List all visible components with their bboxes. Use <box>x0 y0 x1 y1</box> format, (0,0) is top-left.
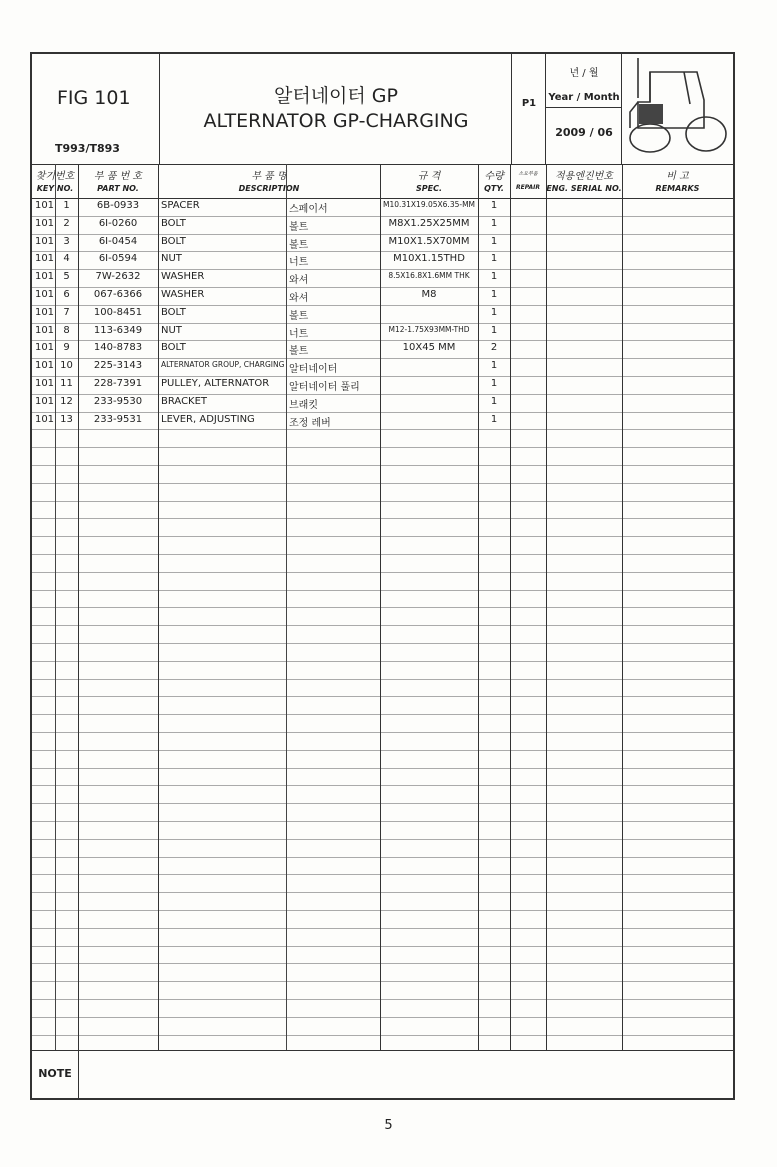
cell-desc-en: BRACKET <box>161 395 208 407</box>
cell-desc-ko: 볼트 <box>289 221 309 233</box>
cell-part: 6I-0260 <box>98 217 138 229</box>
cell-part: 140-8783 <box>93 342 143 354</box>
cell-key: 11 <box>60 378 73 389</box>
cell-fig: 101 <box>34 217 55 229</box>
title-english: ALTERNATOR GP-CHARGING <box>203 110 469 132</box>
cell-fig: 101 <box>34 235 55 247</box>
cell-desc-en: NUT <box>161 253 182 265</box>
cell-qty: 1 <box>490 306 498 318</box>
note-label: NOTE <box>38 1067 72 1080</box>
figure-number: FIG 101 <box>57 87 131 109</box>
cell-qty: 1 <box>490 271 498 283</box>
cell-key: 1 <box>63 200 70 211</box>
cell-desc-ko: 너트 <box>289 328 309 340</box>
cell-part: 7W-2632 <box>95 271 141 283</box>
cell-desc-ko: 볼트 <box>289 346 309 358</box>
cell-key: 3 <box>63 235 70 247</box>
cell-qty: 1 <box>490 235 498 247</box>
date-cell <box>546 54 622 164</box>
cell-qty: 1 <box>490 217 498 229</box>
table-row <box>32 198 733 216</box>
cell-spec: 8.5X16.8X1.6MM THK <box>388 271 470 281</box>
cell-part: 067-6366 <box>93 289 143 300</box>
parts-list-sheet <box>30 52 735 1100</box>
cell-key: 6 <box>63 289 70 300</box>
cell-qty: 2 <box>490 342 498 354</box>
cell-fig: 101 <box>34 324 55 336</box>
cell-fig: 101 <box>34 200 55 211</box>
cell-desc-ko: 조정 레버 <box>289 417 331 429</box>
cell-desc-ko: 알터네이터 풀리 <box>289 382 360 393</box>
cell-qty: 1 <box>490 253 498 265</box>
cell-spec: M8X1.25X25MM <box>388 217 470 229</box>
col-description: 부 품 명 DESCRIPTION <box>238 171 300 193</box>
cell-spec: M10X1.5X70MM <box>388 235 470 247</box>
cell-part: 113-6349 <box>93 324 143 336</box>
note-section <box>32 1050 733 1099</box>
cell-fig: 101 <box>34 413 55 425</box>
cell-spec: M10X1.15THD <box>393 253 465 265</box>
cell-desc-ko: 브래킷 <box>289 399 318 411</box>
cell-fig: 101 <box>34 306 55 318</box>
cell-desc-en: NUT <box>161 324 182 336</box>
title-cell <box>160 54 512 164</box>
table-row <box>32 376 733 394</box>
cell-part: 100-8451 <box>93 306 143 318</box>
cell-fig: 101 <box>34 360 55 372</box>
table-row <box>32 358 733 376</box>
cell-desc-ko: 와셔 <box>289 293 309 304</box>
date-label-english: Year / Month <box>548 92 620 103</box>
cell-qty: 1 <box>490 413 498 425</box>
cell-fig: 101 <box>34 342 55 354</box>
cell-fig: 101 <box>34 289 55 300</box>
cell-qty: 1 <box>490 395 498 407</box>
table-row <box>32 216 733 234</box>
cell-desc-en: WASHER <box>161 289 205 300</box>
cell-desc-ko: 볼트 <box>289 239 309 251</box>
cell-spec: M8 <box>421 289 437 300</box>
col-serial: 적용엔진번호 ENG. SERIAL NO. <box>546 171 622 193</box>
table-row <box>32 251 733 269</box>
cell-qty: 1 <box>490 324 498 336</box>
cell-part: 6B-0933 <box>96 200 140 211</box>
cell-qty: 1 <box>490 200 498 211</box>
cell-fig: 101 <box>34 271 55 283</box>
cell-key: 12 <box>60 395 73 407</box>
cell-part: 6I-0594 <box>98 253 138 265</box>
col-remarks: 비 고 REMARKS <box>655 171 700 193</box>
cell-desc-en: WASHER <box>161 271 205 283</box>
cell-desc-en: BOLT <box>161 342 186 354</box>
model-number: T993/T893 <box>55 142 120 155</box>
cell-qty: 1 <box>490 289 498 300</box>
cell-part: 228-7391 <box>93 378 143 389</box>
tractor-icon <box>622 54 733 164</box>
cell-key: 2 <box>63 217 70 229</box>
cell-desc-ko: 알터네이터 <box>289 364 338 376</box>
cell-key: 13 <box>60 413 73 425</box>
cell-key: 9 <box>63 342 70 354</box>
table-row <box>32 287 733 305</box>
cell-key: 4 <box>63 253 70 265</box>
cell-desc-ko: 볼트 <box>289 310 309 322</box>
title-korean: 알터네이터 GP <box>274 85 398 107</box>
cell-desc-en: PULLEY, ALTERNATOR <box>161 378 270 389</box>
cell-key: 7 <box>63 306 70 318</box>
cell-part: 233-9530 <box>93 395 143 407</box>
table-row <box>32 323 733 341</box>
page-code: P1 <box>521 98 537 109</box>
cell-desc-en: BOLT <box>161 235 186 247</box>
cell-spec: 10X45 MM <box>402 342 456 354</box>
cell-fig: 101 <box>34 395 55 407</box>
cell-desc-ko: 스페이서 <box>289 204 328 215</box>
cell-qty: 1 <box>490 360 498 372</box>
cell-desc-en: BOLT <box>161 306 186 318</box>
date-value: 2009 / 06 <box>555 126 613 139</box>
cell-key: 10 <box>60 360 73 372</box>
table-row <box>32 412 733 430</box>
table-row <box>32 394 733 412</box>
table-row <box>32 269 733 287</box>
date-label-korean: 년 / 월 <box>569 68 599 79</box>
table-row <box>32 305 733 323</box>
cell-spec: M10.31X19.05X6.35-MM <box>382 200 476 209</box>
cell-part: 225-3143 <box>93 360 143 372</box>
cell-qty: 1 <box>490 378 498 389</box>
cell-desc-en: LEVER, ADJUSTING <box>161 413 255 425</box>
col-key: 찾기번호 KEY NO. <box>35 171 75 193</box>
cell-part: 6I-0454 <box>98 235 138 247</box>
col-qty: 수량 QTY. <box>484 171 504 193</box>
col-part: 부 품 번 호 PART NO. <box>93 171 143 193</box>
cell-key: 8 <box>63 324 70 336</box>
cell-desc-en: SPACER <box>161 200 200 211</box>
page-code-cell <box>512 54 546 164</box>
cell-spec: M12-1.75X93MM-THD <box>388 324 470 334</box>
cell-desc-ko: 와셔 <box>289 275 309 287</box>
col-spec: 규 격 SPEC. <box>416 171 442 193</box>
cell-part: 233-9531 <box>93 413 143 425</box>
col-repair: 소요부품 REPAIR <box>515 171 541 191</box>
cell-desc-ko: 너트 <box>289 257 309 269</box>
table-row <box>32 234 733 252</box>
cell-fig: 101 <box>34 378 55 389</box>
cell-key: 5 <box>63 271 70 283</box>
table-row <box>32 340 733 358</box>
cell-desc-en: ALTERNATOR GROUP, CHARGING <box>161 360 285 370</box>
column-header-row <box>32 164 733 199</box>
page-number: 5 <box>384 1118 393 1133</box>
cell-desc-en: BOLT <box>161 217 186 229</box>
sheet-header <box>32 54 733 165</box>
figure-cell <box>32 54 160 164</box>
cell-fig: 101 <box>34 253 55 265</box>
